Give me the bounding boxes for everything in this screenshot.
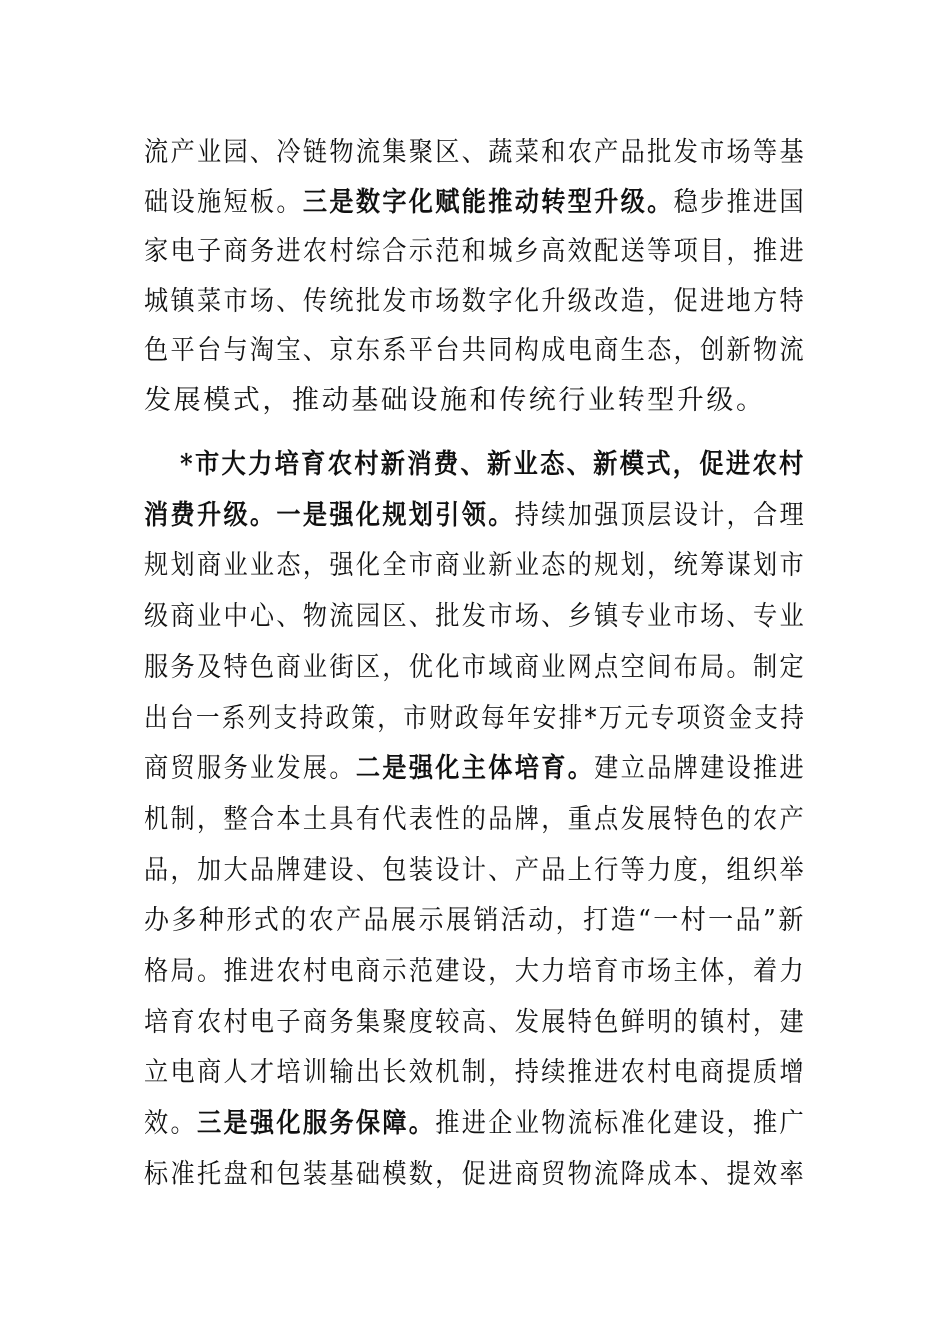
text-run: 持续加强顶层设计，合理 bbox=[514, 499, 807, 531]
text-line bbox=[144, 277, 806, 327]
text-line bbox=[144, 541, 806, 591]
text-run: 出台一系列支持政策，市财政每年安排*万元专项资金支持 bbox=[144, 702, 807, 734]
text-line bbox=[144, 795, 806, 845]
text-line bbox=[144, 178, 806, 228]
text-run: 流产业园、冷链物流集聚区、蔬菜和农产品批发市场等基 bbox=[144, 137, 807, 168]
text-line bbox=[144, 998, 806, 1048]
text-line bbox=[144, 643, 806, 693]
text-line bbox=[144, 1048, 806, 1098]
text-run: 规划商业业态，强化全市商业新业态的规划，统筹谋划市 bbox=[144, 550, 807, 582]
text-run: 稳步推进国 bbox=[673, 186, 807, 218]
text-run: 机制，整合本土具有代表性的品牌，重点发展特色的农产 bbox=[144, 803, 807, 835]
text-run: 建立品牌建设推进 bbox=[594, 753, 807, 785]
text-run: 城镇菜市场、传统批发市场数字化升级改造，促进地方特 bbox=[144, 285, 807, 317]
bold-text-run: *市大力培育农村新消费、新业态、新模式，促进农村 bbox=[180, 449, 806, 480]
text-run: 办多种形式的农产品展示展销活动，打造“一村一品”新 bbox=[144, 905, 806, 937]
text-run: 商贸服务业发展。 bbox=[144, 753, 356, 785]
text-run: 格局。推进农村电商示范建设，大力培育市场主体，着力 bbox=[144, 956, 807, 987]
text-line bbox=[144, 1150, 806, 1200]
text-run: 效。 bbox=[144, 1108, 197, 1140]
text-run: 家电子商务进农村综合示范和城乡高效配送等项目，推进 bbox=[144, 236, 807, 268]
text-line bbox=[180, 440, 806, 490]
text-run: 服务及特色商业街区，优化市域商业网点空间布局。制定 bbox=[144, 651, 807, 683]
bold-text-run: 消费升级。一是强化规划引领。 bbox=[144, 499, 515, 531]
text-line bbox=[144, 896, 806, 946]
text-run: 品，加大品牌建设、包装设计、产品上行等力度，组织举 bbox=[144, 854, 807, 886]
text-run: 发展模式，推动基础设施和传统行业转型升级。 bbox=[144, 385, 766, 416]
text-line bbox=[144, 1099, 806, 1149]
text-run: 级商业中心、物流园区、批发市场、乡镇专业市场、专业 bbox=[144, 601, 807, 633]
text-run: 培育农村电子商务集聚度较高、发展特色鲜明的镇村，建 bbox=[144, 1006, 807, 1038]
text-line bbox=[144, 128, 806, 178]
text-line bbox=[144, 491, 806, 541]
bold-text-run: 三是强化服务保障。 bbox=[196, 1108, 436, 1140]
text-run: 推进企业物流标准化建设，推广 bbox=[435, 1108, 807, 1140]
text-line bbox=[144, 326, 806, 376]
text-run: 标准托盘和包装基础模数，促进商贸物流降成本、提效率 bbox=[144, 1158, 807, 1190]
text-line bbox=[144, 744, 806, 794]
text-run: 色平台与淘宝、京东系平台共同构成电商生态，创新物流 bbox=[144, 335, 807, 367]
bold-text-run: 二是强化主体培育。 bbox=[355, 753, 595, 785]
bold-text-run: 三是数字化赋能推动转型升级。 bbox=[302, 186, 674, 218]
text-line bbox=[144, 592, 806, 642]
text-line bbox=[144, 376, 766, 426]
text-line bbox=[144, 694, 806, 744]
text-run: 础设施短板。 bbox=[144, 186, 303, 218]
text-line bbox=[144, 846, 806, 896]
text-run: 立电商人才培训输出长效机制，持续推进农村电商提质增 bbox=[144, 1057, 807, 1089]
text-line bbox=[144, 947, 806, 997]
text-line bbox=[144, 227, 806, 277]
